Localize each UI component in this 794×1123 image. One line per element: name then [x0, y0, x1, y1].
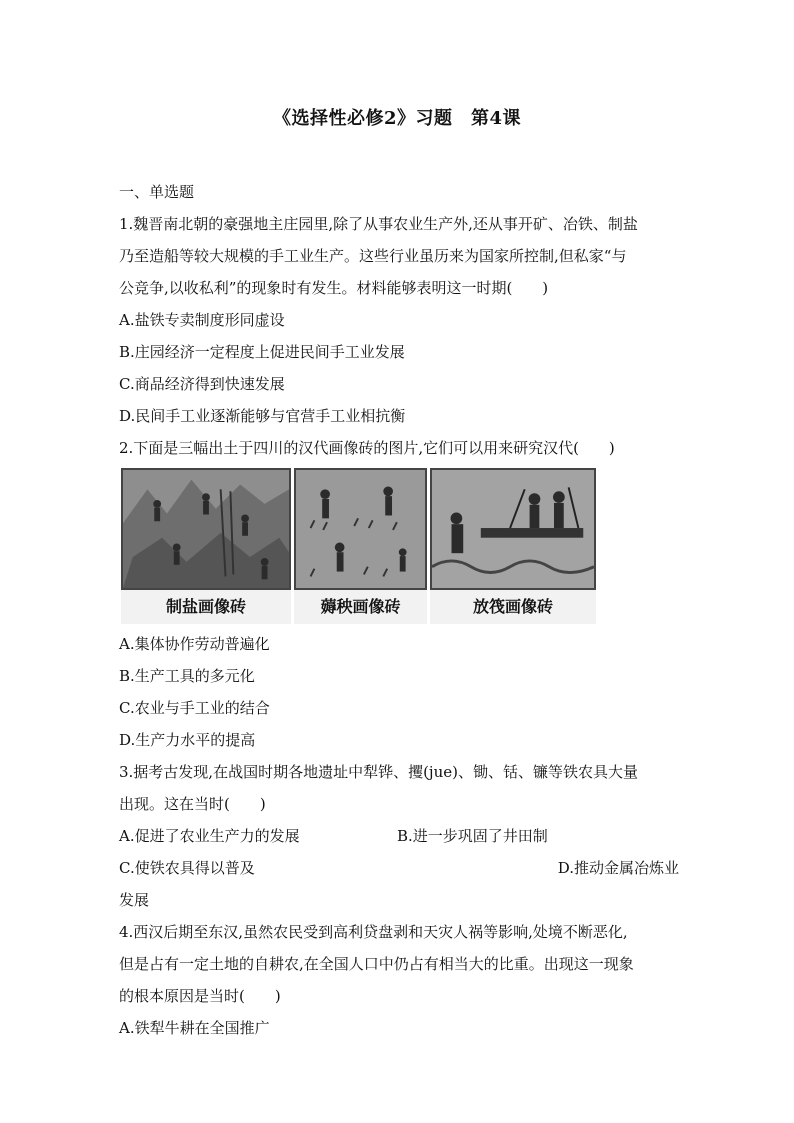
question-3-stem-line: 出现。这在当时( )	[119, 795, 266, 813]
question-1-option-c: C.商品经济得到快速发展	[119, 375, 285, 393]
image-caption: 放筏画像砖	[430, 590, 596, 624]
question-3-option-b: B.进一步巩固了井田制	[397, 827, 548, 845]
rice-weeding-brick	[294, 468, 427, 624]
question-3	[119, 756, 679, 916]
question-1	[119, 208, 679, 432]
section-heading: 一、单选题	[119, 183, 195, 201]
salt-making-brick	[121, 468, 291, 624]
salt-making-brick-image	[121, 468, 291, 590]
question-1-stem-line: 乃至造船等较大规模的手工业生产。这些行业虽历来为国家所控制,但私家“与	[119, 247, 627, 265]
question-4-stem-line: 的根本原因是当时( )	[119, 987, 281, 1005]
question-3-stem-line: 3.据考古发现,在战国时期各地遗址中犁铧、攫(jue)、锄、铦、镰等铁农具大量	[119, 763, 638, 781]
rafting-brick	[430, 468, 596, 624]
question-2-option-a: A.集体协作劳动普遍化	[119, 635, 270, 653]
question-4-stem-line: 4.西汉后期至东汉,虽然农民受到高利贷盘剥和天灾人祸等影响,处境不断恶化,	[119, 923, 628, 941]
question-2-stem: 2.下面是三幅出土于四川的汉代画像砖的图片,它们可以用来研究汉代( )	[119, 439, 615, 457]
question-1-option-a: A.盐铁专卖制度形同虚设	[119, 311, 285, 329]
question-1-stem-line: 公竞争,以收私利”的现象时有发生。材料能够表明这一时期( )	[119, 279, 549, 297]
question-1-option-d: D.民间手工业逐渐能够与官营手工业相抗衡	[119, 407, 406, 425]
question-list	[119, 176, 679, 1044]
question-2-option-d: D.生产力水平的提高	[119, 731, 256, 749]
question-3-options-row-1	[119, 820, 679, 852]
question-3-option-a: A.促进了农业生产力的发展	[119, 827, 300, 845]
question-2-option-b: B.生产工具的多元化	[119, 667, 255, 685]
rice-weeding-brick-image	[294, 468, 427, 590]
rafting-brick-image	[430, 468, 596, 590]
page-title: 《选择性必修2》习题 第4课	[272, 108, 522, 129]
question-3-options-row-2	[119, 852, 679, 884]
image-caption: 制盐画像砖	[121, 590, 291, 624]
question-4-stem-line: 但是占有一定土地的自耕农,在全国人口中仍占有相当大的比重。出现这一现象	[119, 955, 634, 973]
question-3-option-d: D.推动金属冶炼业	[557, 859, 679, 877]
question-3-option-c: C.使铁农具得以普及	[119, 859, 255, 877]
question-4-option-a: A.铁犁牛耕在全国推广	[119, 1019, 270, 1037]
question-2	[119, 432, 679, 756]
question-4	[119, 916, 679, 1044]
question-1-option-b: B.庄园经济一定程度上促进民间手工业发展	[119, 343, 405, 361]
brick-image-figure	[121, 468, 679, 624]
question-3-option-d-continued: 发展	[119, 891, 150, 909]
image-caption: 薅秧画像砖	[294, 590, 427, 624]
question-2-option-c: C.农业与手工业的结合	[119, 699, 270, 717]
question-1-stem-line: 1.魏晋南北朝的豪强地主庄园里,除了从事农业生产外,还从事开矿、冶铁、制盐	[119, 215, 638, 233]
